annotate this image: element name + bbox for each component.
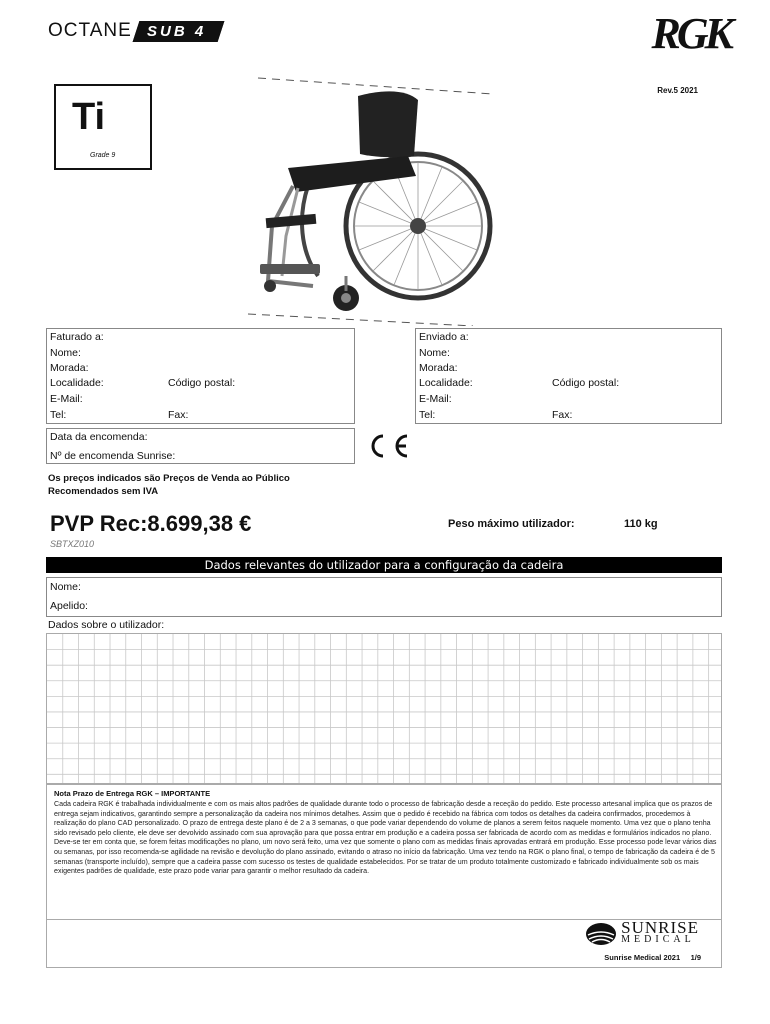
element-symbol: Ti <box>72 96 106 138</box>
order-number-label: Nº de encomenda Sunrise: <box>50 450 176 462</box>
user-apelido-label: Apelido: <box>50 600 88 612</box>
billing-tel-label: Tel: <box>50 409 67 421</box>
shipping-tel-label: Tel: <box>419 409 436 421</box>
shipping-morada-label: Morada: <box>419 362 458 374</box>
rgk-logo: RGK <box>651 9 730 58</box>
price-note-line1: Os preços indicados são Preços de Venda ao Público <box>48 473 290 484</box>
billing-address-box <box>46 328 355 424</box>
sunrise-emblem-icon <box>585 922 617 946</box>
wheelchair-image <box>238 76 500 326</box>
shipping-address-box <box>415 328 722 424</box>
medical-wordmark: MEDICAL <box>621 934 695 945</box>
delivery-note-title: Nota Prazo de Entrega RGK – IMPORTANTE <box>54 789 211 798</box>
notes-grid <box>46 633 722 784</box>
shipping-localidade-label: Localidade: <box>419 377 473 389</box>
sunrise-medical-logo <box>585 918 699 946</box>
user-data-label: Dados sobre o utilizador: <box>48 619 165 631</box>
footer-page-info: Sunrise Medical 2021 1/9 <box>604 953 701 962</box>
product-code: SBTXZ010 <box>50 539 95 549</box>
order-info-box <box>46 428 355 464</box>
sub4-badge: SUB 4 <box>132 21 224 42</box>
billing-localidade-label: Localidade: <box>50 377 104 389</box>
price-note-line2: Recomendados sem IVA <box>48 486 159 497</box>
element-grade: Grade 9 <box>90 152 116 159</box>
revision-label: Rev.5 2021 <box>657 86 698 95</box>
shipping-email-label: E-Mail: <box>419 393 452 405</box>
titanium-element-box <box>54 84 152 170</box>
shipping-title: Enviado a: <box>419 331 469 343</box>
delivery-note-text: Cada cadeira RGK é trabalhada individualmente e com os mais altos padrões de qualidade durante todo o processo de fabricação desde a receção do pedido. Este processo artesanal implica que os prazos de entrega sejam indicativos, garantindo sempre a personalização da cadeira nos mínimos detalhes. Assim que o pedido é recebido na fábrica com todos os detalhes da cadeira confirmados, procedemos à realização do plano CAD personalizado. O prazo de entrega deste plano é de 2 a 3 semanas, o que pode variar dependendo do volume de planos a serem feitos naquele momento. Uma vez que o plano tenha sido revisado pelo cliente, ele deve ser devolvido assinado com sua aprovação para que possa entrar em produção e a cadeira possa ser fabricada de acordo com as medidas e formulários indicados no plano. Deve-se ter em conta que, se forem feitas modificações no plano, um novo será feito, uma vez que somente o plano com as medidas finais aprovadas entrará em produção. Esse processo pode levar vários dias ou semanas, por isso recomenda-se agilidade na revisão e devolução do plano assinado, evitando o atraso no início da fabricação. Uma vez tendo na RGK o plano final, o tempo de fabricação da cadeira é de 5 semanas (transporte incluído), sempre que a cadeira passe com sucesso os testes de qualidade estabelecidos. Por se tratar de um produto totalmente customizado e fabricado individualmente sob os mais exigentes padrões de qualidade, este prazo pode variar para garantir o melhor resultado da cadeira. <box>54 800 717 876</box>
user-info-box <box>46 577 722 617</box>
octane-wordmark: OCTANE <box>48 20 132 41</box>
footer-box <box>46 920 722 968</box>
price-label: PVP Rec:8.699,38 € <box>50 511 252 536</box>
order-date-label: Data da encomenda: <box>50 431 148 443</box>
ce-mark-icon <box>363 432 413 460</box>
shipping-fax-label: Fax: <box>552 409 573 421</box>
billing-email-label: E-Mail: <box>50 393 83 405</box>
price-note <box>48 472 290 498</box>
billing-title: Faturado a: <box>50 331 104 343</box>
delivery-note-box <box>46 784 722 920</box>
billing-fax-label: Fax: <box>168 409 189 421</box>
user-nome-label: Nome: <box>50 581 81 593</box>
max-weight-label: Peso máximo utilizador: <box>448 518 575 530</box>
billing-codigo-postal-label: Código postal: <box>168 377 236 389</box>
sunrise-wordmark: SUNRISE <box>621 918 699 937</box>
section-header: Dados relevantes do utilizador para a configuração da cadeira <box>46 557 722 573</box>
shipping-nome-label: Nome: <box>419 347 450 359</box>
octane-sub4-logo <box>48 20 221 42</box>
shipping-codigo-postal-label: Código postal: <box>552 377 620 389</box>
billing-nome-label: Nome: <box>50 347 81 359</box>
max-weight-value: 110 kg <box>624 518 658 530</box>
billing-morada-label: Morada: <box>50 362 89 374</box>
